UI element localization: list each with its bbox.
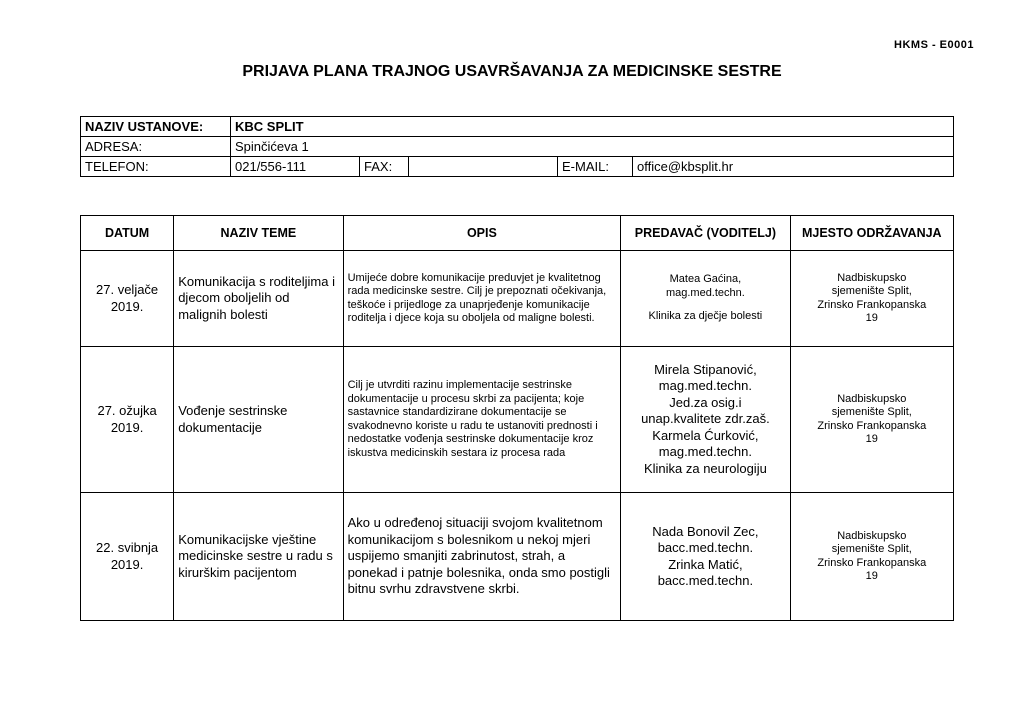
naziv-value: KBC SPLIT [231, 117, 954, 137]
row-opis: Umijeće dobre komunikacije preduvjet je kvalitetnog rada medicinske sestre. Cilj je prepoznati očekivanja, teškoće i prijedloge za unaprjeđenje komunikacije roditelja i djece koja su oboljela od maligne bolesti. [343, 251, 621, 347]
mjesto-line: Nadbiskupsko [837, 392, 907, 405]
naziv-label: NAZIV USTANOVE: [81, 117, 231, 137]
email-cell [558, 157, 954, 177]
table-row [81, 347, 954, 493]
predavac-line: Matea Gaćina, [669, 273, 742, 286]
mjesto-line: Zrinsko Frankopanska [817, 298, 927, 311]
row-opis: Ako u određenoj situaciji svojom kvalitetnom komunikacijom s bolesnikom u nekoj mjeri uspijemo smanjiti zabrinutost, strah, a ponekad i patnje bolesnika, onda smo postigli bitnu svrhu zdravstvene skrbi. [343, 493, 621, 621]
header-predavac: PREDAVAČ (VODITELJ) [621, 216, 790, 251]
predavac-line: Karmela Ćurković, [652, 427, 759, 443]
mjesto-line: sjemenište Split, [831, 543, 912, 555]
header-datum: DATUM [81, 216, 174, 251]
row-tema: Komunikacijske vještine medicinske sestre u radu s kirurškim pacijentom [174, 493, 343, 621]
header-naziv-teme: NAZIV TEME [174, 216, 343, 251]
row-predavac [621, 251, 790, 347]
row-tema: Komunikacija s roditeljima i djecom oboljelih od malignih bolesti [174, 251, 343, 347]
row-datum: 22. svibnja 2019. [81, 493, 174, 621]
fax-value [409, 157, 558, 177]
mjesto-line: Zrinsko Frankopanska [817, 419, 927, 432]
mjesto-line: Nadbiskupsko [837, 529, 907, 542]
row-mjesto [790, 251, 953, 347]
row-tema: Vođenje sestrinske dokumentacije [174, 347, 343, 493]
row-mjesto [790, 493, 953, 621]
plan-header-row [81, 216, 954, 251]
row-mjesto [790, 347, 953, 493]
predavac-line: mag.med.techn. [658, 378, 752, 394]
mjesto-line: 19 [865, 312, 878, 324]
row-datum: 27. ožujka 2019. [81, 347, 174, 493]
table-row [81, 493, 954, 621]
header-mjesto: MJESTO ODRŽAVANJA [790, 216, 953, 251]
predavac-line: Nada Bonovil Zec, [652, 523, 759, 539]
row-predavac [621, 347, 790, 493]
mjesto-line: 19 [865, 433, 878, 445]
adresa-label: ADRESA: [81, 137, 231, 157]
mjesto-line: Zrinsko Frankopanska [817, 556, 927, 569]
email-label: E-MAIL: [562, 159, 609, 174]
telefon-value: 021/556-111 [231, 157, 360, 177]
predavac-line: Klinika za dječje bolesti [648, 310, 763, 323]
predavac-line [625, 300, 785, 310]
row-datum: 27. veljače 2019. [81, 251, 174, 347]
adresa-value: Spinčićeva 1 [231, 137, 954, 157]
predavac-line: mag.med.techn. [658, 444, 752, 460]
predavac-line: Mirela Stipanović, [654, 361, 757, 377]
plan-table [80, 215, 954, 621]
header-opis: OPIS [343, 216, 621, 251]
fax-label: FAX: [360, 157, 409, 177]
mjesto-line: sjemenište Split, [831, 285, 912, 297]
predavac-line: Klinika za neurologiju [643, 460, 767, 476]
table-row [81, 251, 954, 347]
email-value: office@kbsplit.hr [632, 157, 733, 176]
row-opis: Cilj je utvrditi razinu implementacije sestrinske dokumentacije u procesu skrbi za pacijenta; koje sastavnice standardizirane dokumentacije se svakodnevno koriste u radu te ustanoviti prednosti i nedostatke vođenja sestrinske dokumentacije kroz iskustva medicinskih sestara iz procesa rada [343, 347, 621, 493]
predavac-line: unap.kvalitete zdr.zaš. [641, 411, 770, 427]
mjesto-line: 19 [865, 570, 878, 582]
institution-info-table [80, 116, 954, 177]
document-code: HKMS - E0001 [894, 39, 974, 51]
predavac-line: Jed.za osig.i [669, 394, 742, 410]
predavac-line: bacc.med.techn. [657, 573, 754, 588]
mjesto-line: sjemenište Split, [831, 406, 912, 418]
telefon-label: TELEFON: [81, 157, 231, 177]
mjesto-line: Nadbiskupsko [837, 271, 907, 284]
predavac-line: Zrinka Matić, [668, 556, 743, 572]
page-title: PRIJAVA PLANA TRAJNOG USAVRŠAVANJA ZA MEDICINSKE SESTRE [242, 63, 782, 80]
predavac-line: mag.med.techn. [665, 286, 745, 299]
row-predavac [621, 493, 790, 621]
predavac-line: bacc.med.techn. [657, 540, 754, 555]
